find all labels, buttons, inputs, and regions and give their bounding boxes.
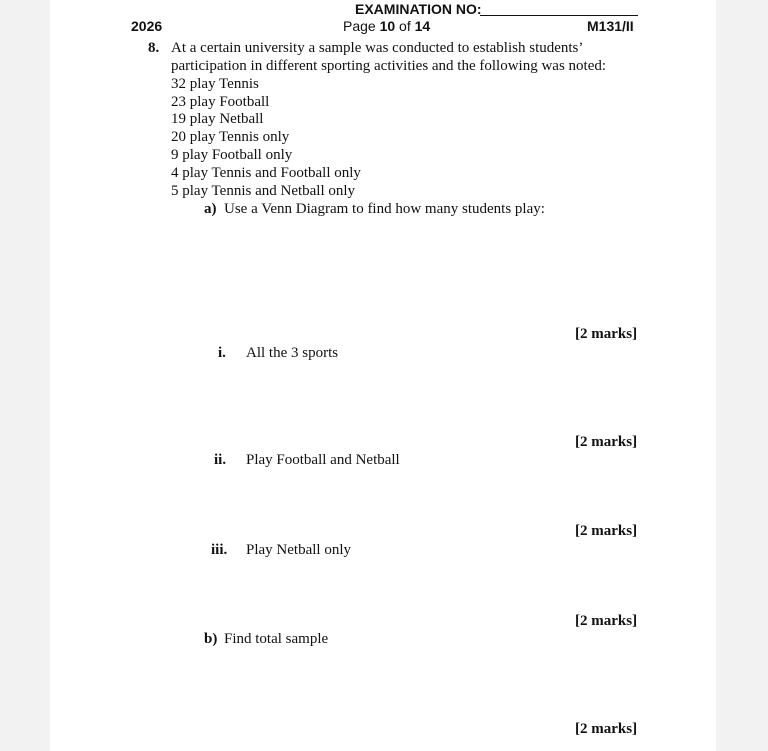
sub-item-label: iii. xyxy=(211,542,228,558)
part-b-text: Find total sample xyxy=(224,631,329,647)
fact-item: 9 play Football only xyxy=(171,147,293,163)
fact-item: 5 play Tennis and Netball only xyxy=(171,183,356,199)
marks-label: [2 marks] xyxy=(575,523,638,539)
part-b-label: b) xyxy=(204,631,218,647)
sub-item-label: ii. xyxy=(214,452,227,468)
question-number: 8. xyxy=(148,40,160,56)
fact-item: 4 play Tennis and Football only xyxy=(171,165,361,181)
intro-line-1: At a certain university a sample was conducted to establish students’ xyxy=(171,40,584,56)
marks-label: [2 marks] xyxy=(575,721,638,737)
marks-label: [2 marks] xyxy=(575,326,638,342)
sub-item-text: Play Netball only xyxy=(246,542,351,558)
sub-item-text: All the 3 sports xyxy=(246,345,339,361)
exam-year: 2026 xyxy=(131,18,163,34)
fact-item: 19 play Netball xyxy=(171,111,264,127)
part-a-text: Use a Venn Diagram to find how many students play: xyxy=(224,201,545,217)
page-indicator: Page 10 of 14 xyxy=(343,18,431,34)
intro-line-2: participation in different sporting activities and the following was noted: xyxy=(171,58,607,74)
sub-item-label: i. xyxy=(218,345,226,361)
fact-item: 20 play Tennis only xyxy=(171,129,290,145)
course-code: M131/II xyxy=(587,18,634,34)
fact-item: 32 play Tennis xyxy=(171,76,259,92)
marks-label: [2 marks] xyxy=(575,434,638,450)
exam-page xyxy=(50,0,716,751)
part-a-label: a) xyxy=(204,201,217,217)
fact-item: 23 play Football xyxy=(171,94,270,110)
exam-no-blank xyxy=(480,15,638,16)
marks-label: [2 marks] xyxy=(575,613,638,629)
sub-item-text: Play Football and Netball xyxy=(246,452,400,468)
exam-no-label: EXAMINATION NO: xyxy=(355,1,482,17)
